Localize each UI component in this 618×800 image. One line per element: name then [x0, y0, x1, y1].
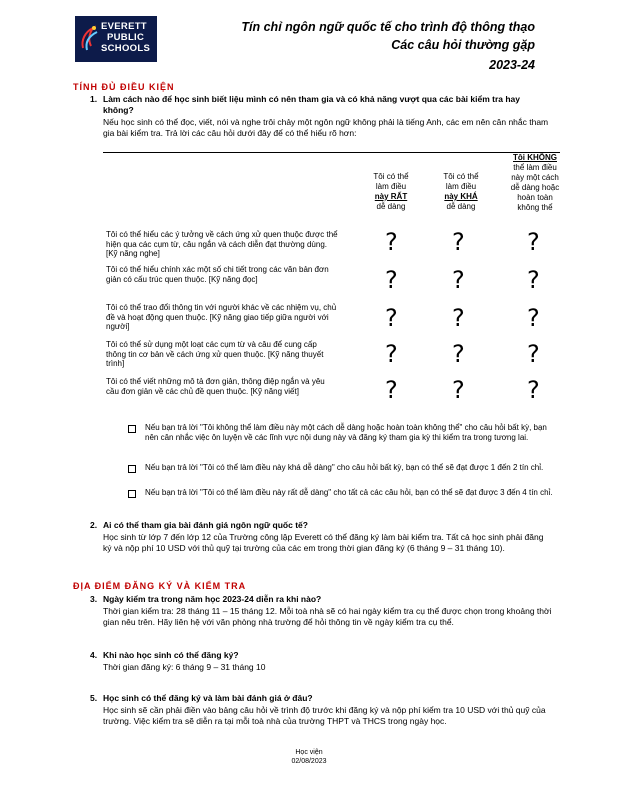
answer-mark[interactable]: ?: [452, 266, 465, 294]
column-header-very-easy: Tôi có thể làm điều này RẤT dễ dàng: [373, 172, 409, 211]
answer-mark[interactable]: ?: [527, 376, 540, 404]
page-title-line-1: Tín chỉ ngôn ngữ quốc tế cho trình độ thông thạo: [241, 20, 535, 34]
question-body: Học sinh sẽ cần phải điền vào bảng câu hỏi về trình độ trước khi đăng ký và nộp phí kiểm tra 10 USD với thủ quỹ của trường. Việc kiểm tra sẽ diễn ra tại mỗi toà nhà của trường THPT và THCS trong ngày học.: [103, 705, 546, 726]
question-number: 5.: [90, 693, 98, 703]
question-title: Khi nào học sinh có thể đăng ký?: [103, 650, 239, 660]
table-row-reading: Tôi có thể hiểu chính xác một số chi tiết trong các văn bản đơn giản có cấu trúc quen thuộc. [Kỹ năng đọc]: [106, 265, 329, 284]
list-item: Nếu bạn trả lời "Tôi không thể làm điều này một cách dễ dàng hoặc hoàn toàn không thể" cho câu hỏi bất kỳ, bạn nên cân nhắc việc ôn luyện về các lĩnh vực nội dung này và đăng ký tham gia kỳ thi kiểm tra trong tương lai.: [145, 423, 547, 442]
column-header-fairly-easy: Tôi có thể làm điều này KHÁ dễ dàng: [443, 172, 479, 211]
answer-mark[interactable]: ?: [527, 340, 540, 368]
logo-swirl-icon: [79, 22, 101, 52]
question-body: Thời gian kiểm tra: 28 tháng 11 – 15 tháng 12. Mỗi toà nhà sẽ có hai ngày kiểm tra cụ thể được chọn trong khoảng thời gian nêu trên. Hãy liên hệ với văn phòng nhà trường để hỏi thông tin về ngày kiểm tra cụ thể.: [103, 606, 552, 627]
footer-label: Học viện: [295, 749, 323, 756]
question-title: Ngày kiểm tra trong năm học 2023-24 diễn ra khi nào?: [103, 594, 322, 604]
answer-mark[interactable]: ?: [527, 228, 540, 256]
question-number: 2.: [90, 520, 98, 530]
table-row-presentational: Tôi có thể sử dụng một loạt các cụm từ và câu để cung cấp thông tin cơ bản về cách ứng xử quen thuộc. [Kỹ năng thuyết trình]: [106, 340, 324, 368]
question-title: Học sinh có thể đăng ký và làm bài đánh giá ở đâu?: [103, 693, 313, 703]
page-title-year: 2023-24: [489, 58, 535, 72]
list-item: Nếu bạn trả lời "Tôi có thể làm điều này rất dễ dàng" cho tất cả các câu hỏi, bạn có thể sẽ đạt được 3 đến 4 tín chỉ.: [145, 488, 553, 497]
answer-mark[interactable]: ?: [527, 266, 540, 294]
answer-mark[interactable]: ?: [452, 376, 465, 404]
question-title: Làm cách nào để học sinh biết liệu mình có nên tham gia và có khả năng vượt qua các bài kiểm tra hay không?: [103, 94, 521, 115]
bullet-box-icon: [128, 425, 136, 433]
logo-line-2: PUBLIC: [107, 32, 145, 43]
bullet-box-icon: [128, 465, 136, 473]
district-logo: [75, 16, 157, 62]
question-title: Ai có thể tham gia bài đánh giá ngôn ngữ quốc tế?: [103, 520, 308, 530]
answer-mark[interactable]: ?: [527, 304, 540, 332]
answer-mark[interactable]: ?: [452, 340, 465, 368]
answer-mark[interactable]: ?: [385, 266, 398, 294]
column-header-not-easy: Tôi KHÔNG thể làm điều này một cách dễ dàng hoặc hoàn toàn không thể: [510, 153, 560, 212]
footer-date: 02/08/2023: [291, 758, 327, 765]
answer-mark[interactable]: ?: [452, 228, 465, 256]
table-row-writing: Tôi có thể viết những mô tả đơn giản, thông điệp ngắn và yêu cầu đơn giản về các chủ đề quen thuộc. [Kỹ năng viết]: [106, 377, 325, 396]
answer-mark[interactable]: ?: [452, 304, 465, 332]
answer-mark[interactable]: ?: [385, 228, 398, 256]
table-row-interpersonal: Tôi có thể trao đổi thông tin với người khác về các nhiệm vụ, chủ đề và hoạt động quen thuộc. [Kỹ năng giao tiếp giữa người với người]: [106, 303, 337, 331]
question-number: 4.: [90, 650, 98, 660]
logo-line-1: EVERETT: [101, 21, 147, 32]
table-top-rule: [103, 152, 560, 153]
question-body: Học sinh từ lớp 7 đến lớp 12 của Trường công lập Everett có thể đăng ký làm bài kiểm tra. Tất cả học sinh phải đăng ký và nộp phí 10 USD với thủ quỹ tại trường của các em trong thời gian đăng ký (6 tháng 9 – 31 tháng 10).: [103, 532, 544, 553]
answer-mark[interactable]: ?: [385, 304, 398, 332]
question-body: Thời gian đăng ký: 6 tháng 9 – 31 tháng 10: [103, 662, 266, 672]
logo-line-3: SCHOOLS: [101, 43, 151, 54]
question-body: Nếu học sinh có thể đọc, viết, nói và nghe trôi chảy một ngôn ngữ không phải là tiếng Anh, các em nên cân nhắc tham gia bài kiểm tra. Trả lời các câu hỏi dưới đây để có thể hiểu rõ hơn:: [103, 117, 549, 138]
question-number: 3.: [90, 594, 98, 604]
bullet-box-icon: [128, 490, 136, 498]
list-item: Nếu bạn trả lời "Tôi có thể làm điều này khá dễ dàng" cho câu hỏi bất kỳ, bạn có thể sẽ đạt được 1 đến 2 tín chỉ.: [145, 463, 544, 472]
section-heading-registration: ĐỊA ĐIỂM ĐĂNG KÝ VÀ KIỂM TRA: [73, 581, 247, 591]
answer-mark[interactable]: ?: [385, 376, 398, 404]
answer-mark[interactable]: ?: [385, 340, 398, 368]
table-row-listening: Tôi có thể hiểu các ý tưởng về cách ứng xử quen thuộc được thể hiện qua các cụm từ, câu ngắn và cách diễn đạt thường dùng. [Kỹ năng nghe]: [106, 230, 338, 258]
section-heading-eligibility: TÍNH ĐỦ ĐIỀU KIỆN: [73, 82, 175, 92]
page-title-line-2: Các câu hỏi thường gặp: [391, 38, 535, 52]
question-number: 1.: [90, 94, 98, 104]
